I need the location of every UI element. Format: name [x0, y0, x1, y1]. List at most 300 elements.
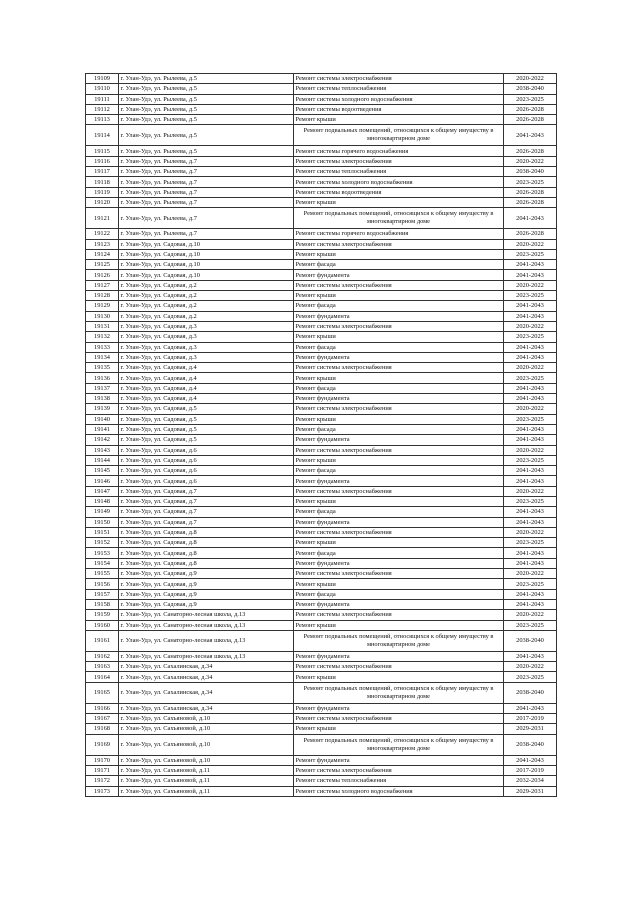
address-cell: г. Улан-Удэ, ул. Садовая, д.5 [119, 404, 294, 414]
work-type-cell: Ремонт крыши [294, 249, 504, 259]
address-cell: г. Улан-Удэ, ул. Садовая, д.8 [119, 548, 294, 558]
address-cell: г. Улан-Удэ, ул. Рылеева, д.7 [119, 197, 294, 207]
work-type-cell: Ремонт крыши [294, 496, 504, 506]
work-type-cell: Ремонт крыши [294, 579, 504, 589]
period-cell: 2041-2043 [504, 435, 557, 445]
row-id-cell: 19118 [86, 177, 119, 187]
work-type-cell: Ремонт крыши [294, 455, 504, 465]
row-id-cell: 19173 [86, 786, 119, 796]
table-row [86, 486, 557, 496]
row-id-cell: 19154 [86, 558, 119, 568]
address-cell: г. Улан-Удэ, ул. Сахалинская, д.34 [119, 682, 294, 703]
row-id-cell: 19172 [86, 776, 119, 786]
period-cell: 2041-2043 [504, 703, 557, 713]
work-type-cell: Ремонт фундамента [294, 755, 504, 765]
address-cell: г. Улан-Удэ, ул. Садовая, д.4 [119, 394, 294, 404]
work-type-cell: Ремонт системы холодного водоснабжения [294, 786, 504, 796]
row-id-cell: 19171 [86, 765, 119, 775]
work-type-cell: Ремонт фундамента [294, 517, 504, 527]
address-cell: г. Улан-Удэ, ул. Рылеева, д.5 [119, 74, 294, 84]
address-cell: г. Улан-Удэ, ул. Сахалинская, д.34 [119, 662, 294, 672]
address-cell: г. Улан-Удэ, ул. Рылеева, д.5 [119, 115, 294, 125]
address-cell: г. Улан-Удэ, ул. Садовая, д.6 [119, 445, 294, 455]
period-cell: 2041-2043 [504, 548, 557, 558]
table-row [86, 84, 557, 94]
period-cell: 2038-2040 [504, 630, 557, 651]
row-id-cell: 19161 [86, 630, 119, 651]
address-cell: г. Улан-Удэ, ул. Садовая, д.10 [119, 270, 294, 280]
row-id-cell: 19130 [86, 311, 119, 321]
period-cell: 2023-2025 [504, 496, 557, 506]
address-cell: г. Улан-Удэ, ул. Садовая, д.7 [119, 517, 294, 527]
table-row [86, 187, 557, 197]
period-cell: 2020-2022 [504, 610, 557, 620]
period-cell: 2020-2022 [504, 74, 557, 84]
table-row [86, 208, 557, 229]
period-cell: 2026-2028 [504, 197, 557, 207]
table-row [86, 455, 557, 465]
period-cell: 2041-2043 [504, 260, 557, 270]
period-cell: 2023-2025 [504, 177, 557, 187]
address-cell: г. Улан-Удэ, ул. Садовая, д.5 [119, 414, 294, 424]
table-row [86, 620, 557, 630]
address-cell: г. Улан-Удэ, ул. Сахалинская, д.34 [119, 672, 294, 682]
table-row [86, 414, 557, 424]
address-cell: г. Улан-Удэ, ул. Садовая, д.8 [119, 527, 294, 537]
period-cell: 2041-2043 [504, 476, 557, 486]
table-row [86, 394, 557, 404]
row-id-cell: 19129 [86, 301, 119, 311]
work-type-cell: Ремонт фундамента [294, 558, 504, 568]
row-id-cell: 19166 [86, 703, 119, 713]
work-type-cell: Ремонт фасада [294, 260, 504, 270]
address-cell: г. Улан-Удэ, ул. Садовая, д.2 [119, 280, 294, 290]
row-id-cell: 19117 [86, 167, 119, 177]
row-id-cell: 19149 [86, 507, 119, 517]
table-row [86, 714, 557, 724]
work-type-cell: Ремонт крыши [294, 724, 504, 734]
table-row [86, 229, 557, 239]
work-type-cell: Ремонт фундамента [294, 352, 504, 362]
row-id-cell: 19160 [86, 620, 119, 630]
table-row [86, 579, 557, 589]
row-id-cell: 19169 [86, 734, 119, 755]
work-type-cell: Ремонт подвальных помещений, относящихся к общему имуществу в многоквартирном доме [294, 682, 504, 703]
work-type-cell: Ремонт системы электроснабжения [294, 363, 504, 373]
work-type-cell: Ремонт системы электроснабжения [294, 765, 504, 775]
work-type-cell: Ремонт фундамента [294, 703, 504, 713]
table-row [86, 373, 557, 383]
table-row [86, 146, 557, 156]
row-id-cell: 19115 [86, 146, 119, 156]
work-type-cell: Ремонт фасада [294, 383, 504, 393]
work-type-cell: Ремонт фасада [294, 301, 504, 311]
period-cell: 2041-2043 [504, 208, 557, 229]
period-cell: 2023-2025 [504, 672, 557, 682]
row-id-cell: 19139 [86, 404, 119, 414]
work-type-cell: Ремонт фасада [294, 424, 504, 434]
table-row [86, 724, 557, 734]
row-id-cell: 19135 [86, 363, 119, 373]
period-cell: 2041-2043 [504, 589, 557, 599]
period-cell: 2023-2025 [504, 291, 557, 301]
table-row [86, 517, 557, 527]
row-id-cell: 19143 [86, 445, 119, 455]
table-row [86, 424, 557, 434]
address-cell: г. Улан-Удэ, ул. Садовая, д.9 [119, 569, 294, 579]
work-type-cell: Ремонт фасада [294, 342, 504, 352]
row-id-cell: 19152 [86, 538, 119, 548]
period-cell: 2041-2043 [504, 755, 557, 765]
row-id-cell: 19109 [86, 74, 119, 84]
period-cell: 2023-2025 [504, 94, 557, 104]
table-row [86, 662, 557, 672]
table-row [86, 301, 557, 311]
work-type-cell: Ремонт крыши [294, 538, 504, 548]
table-row [86, 115, 557, 125]
work-type-cell: Ремонт фундамента [294, 599, 504, 609]
address-cell: г. Улан-Удэ, ул. Садовая, д.6 [119, 466, 294, 476]
row-id-cell: 19159 [86, 610, 119, 620]
work-type-cell: Ремонт крыши [294, 115, 504, 125]
table-row [86, 589, 557, 599]
row-id-cell: 19148 [86, 496, 119, 506]
work-type-cell: Ремонт системы теплоснабжения [294, 84, 504, 94]
period-cell: 2041-2043 [504, 424, 557, 434]
address-cell: г. Улан-Удэ, ул. Садовая, д.8 [119, 558, 294, 568]
table-row [86, 755, 557, 765]
row-id-cell: 19140 [86, 414, 119, 424]
period-cell: 2041-2043 [504, 125, 557, 146]
row-id-cell: 19126 [86, 270, 119, 280]
period-cell: 2041-2043 [504, 517, 557, 527]
address-cell: г. Улан-Удэ, ул. Садовая, д.10 [119, 249, 294, 259]
address-cell: г. Улан-Удэ, ул. Рылеева, д.5 [119, 146, 294, 156]
address-cell: г. Улан-Удэ, ул. Садовая, д.5 [119, 424, 294, 434]
row-id-cell: 19131 [86, 321, 119, 331]
work-type-cell: Ремонт системы водоотведения [294, 187, 504, 197]
work-type-cell: Ремонт подвальных помещений, относящихся к общему имуществу в многоквартирном доме [294, 208, 504, 229]
address-cell: г. Улан-Удэ, ул. Садовая, д.8 [119, 538, 294, 548]
address-cell: г. Улан-Удэ, ул. Сахъяновой, д.11 [119, 776, 294, 786]
row-id-cell: 19128 [86, 291, 119, 301]
work-type-cell: Ремонт фундамента [294, 394, 504, 404]
row-id-cell: 19170 [86, 755, 119, 765]
table-row [86, 786, 557, 796]
row-id-cell: 19123 [86, 239, 119, 249]
table-row [86, 435, 557, 445]
work-type-cell: Ремонт крыши [294, 332, 504, 342]
table-row [86, 703, 557, 713]
address-cell: г. Улан-Удэ, ул. Садовая, д.9 [119, 579, 294, 589]
work-type-cell: Ремонт системы электроснабжения [294, 662, 504, 672]
table-row [86, 538, 557, 548]
period-cell: 2041-2043 [504, 301, 557, 311]
address-cell: г. Улан-Удэ, ул. Садовая, д.3 [119, 342, 294, 352]
work-type-cell: Ремонт фасада [294, 589, 504, 599]
period-cell: 2041-2043 [504, 311, 557, 321]
table-row [86, 610, 557, 620]
period-cell: 2041-2043 [504, 651, 557, 661]
work-type-cell: Ремонт подвальных помещений, относящихся к общему имуществу в многоквартирном доме [294, 734, 504, 755]
period-cell: 2029-2031 [504, 786, 557, 796]
table-row [86, 599, 557, 609]
table-row [86, 332, 557, 342]
period-cell: 2041-2043 [504, 599, 557, 609]
row-id-cell: 19153 [86, 548, 119, 558]
row-id-cell: 19165 [86, 682, 119, 703]
period-cell: 2017-2019 [504, 765, 557, 775]
row-id-cell: 19145 [86, 466, 119, 476]
row-id-cell: 19132 [86, 332, 119, 342]
period-cell: 2017-2019 [504, 714, 557, 724]
period-cell: 2020-2022 [504, 321, 557, 331]
period-cell: 2020-2022 [504, 156, 557, 166]
work-type-cell: Ремонт системы водоотведения [294, 104, 504, 114]
address-cell: г. Улан-Удэ, ул. Сахъяновой, д.11 [119, 765, 294, 775]
table-row [86, 311, 557, 321]
row-id-cell: 19122 [86, 229, 119, 239]
address-cell: г. Улан-Удэ, ул. Садовая, д.2 [119, 311, 294, 321]
row-id-cell: 19156 [86, 579, 119, 589]
period-cell: 2026-2028 [504, 229, 557, 239]
table-row [86, 776, 557, 786]
address-cell: г. Улан-Удэ, ул. Садовая, д.3 [119, 332, 294, 342]
period-cell: 2038-2040 [504, 167, 557, 177]
work-type-cell: Ремонт системы электроснабжения [294, 156, 504, 166]
work-type-cell: Ремонт крыши [294, 620, 504, 630]
table-row [86, 321, 557, 331]
address-cell: г. Улан-Удэ, ул. Садовая, д.5 [119, 435, 294, 445]
row-id-cell: 19167 [86, 714, 119, 724]
row-id-cell: 19147 [86, 486, 119, 496]
address-cell: г. Улан-Удэ, ул. Рылеева, д.7 [119, 156, 294, 166]
table-row [86, 476, 557, 486]
row-id-cell: 19162 [86, 651, 119, 661]
address-cell: г. Улан-Удэ, ул. Садовая, д.6 [119, 476, 294, 486]
work-type-cell: Ремонт системы электроснабжения [294, 404, 504, 414]
address-cell: г. Улан-Удэ, ул. Рылеева, д.5 [119, 94, 294, 104]
row-id-cell: 19158 [86, 599, 119, 609]
address-cell: г. Улан-Удэ, ул. Рылеева, д.7 [119, 167, 294, 177]
period-cell: 2023-2025 [504, 538, 557, 548]
work-type-cell: Ремонт системы электроснабжения [294, 280, 504, 290]
row-id-cell: 19137 [86, 383, 119, 393]
work-type-cell: Ремонт крыши [294, 414, 504, 424]
address-cell: г. Улан-Удэ, ул. Сахъяновой, д.10 [119, 714, 294, 724]
work-type-cell: Ремонт системы электроснабжения [294, 445, 504, 455]
table-row [86, 404, 557, 414]
address-cell: г. Улан-Удэ, ул. Садовая, д.4 [119, 383, 294, 393]
address-cell: г. Улан-Удэ, ул. Садовая, д.2 [119, 291, 294, 301]
table-row [86, 672, 557, 682]
work-type-cell: Ремонт крыши [294, 672, 504, 682]
period-cell: 2020-2022 [504, 239, 557, 249]
row-id-cell: 19124 [86, 249, 119, 259]
work-type-cell: Ремонт системы холодного водоснабжения [294, 177, 504, 187]
address-cell: г. Улан-Удэ, ул. Рылеева, д.7 [119, 177, 294, 187]
work-type-cell: Ремонт системы электроснабжения [294, 239, 504, 249]
work-type-cell: Ремонт крыши [294, 291, 504, 301]
period-cell: 2026-2028 [504, 187, 557, 197]
work-type-cell: Ремонт крыши [294, 197, 504, 207]
row-id-cell: 19163 [86, 662, 119, 672]
period-cell: 2020-2022 [504, 569, 557, 579]
work-type-cell: Ремонт системы горячего водоснабжения [294, 229, 504, 239]
address-cell: г. Улан-Удэ, ул. Садовая, д.6 [119, 455, 294, 465]
row-id-cell: 19121 [86, 208, 119, 229]
table-row [86, 167, 557, 177]
table-row [86, 197, 557, 207]
table-row [86, 496, 557, 506]
period-cell: 2023-2025 [504, 620, 557, 630]
work-type-cell: Ремонт фасада [294, 507, 504, 517]
period-cell: 2023-2025 [504, 414, 557, 424]
row-id-cell: 19114 [86, 125, 119, 146]
period-cell: 2041-2043 [504, 507, 557, 517]
table-row [86, 558, 557, 568]
table-row [86, 177, 557, 187]
address-cell: г. Улан-Удэ, ул. Садовая, д.9 [119, 599, 294, 609]
address-cell: г. Улан-Удэ, ул. Сахъяновой, д.10 [119, 734, 294, 755]
table-row [86, 260, 557, 270]
table-row [86, 765, 557, 775]
table-row [86, 249, 557, 259]
table-row [86, 74, 557, 84]
address-cell: г. Улан-Удэ, ул. Рылеева, д.7 [119, 187, 294, 197]
row-id-cell: 19113 [86, 115, 119, 125]
work-type-cell: Ремонт фундамента [294, 270, 504, 280]
table-row [86, 239, 557, 249]
table-row [86, 383, 557, 393]
table-row [86, 527, 557, 537]
row-id-cell: 19127 [86, 280, 119, 290]
table-row [86, 104, 557, 114]
row-id-cell: 19119 [86, 187, 119, 197]
period-cell: 2038-2040 [504, 682, 557, 703]
row-id-cell: 19138 [86, 394, 119, 404]
period-cell: 2023-2025 [504, 455, 557, 465]
table-row [86, 651, 557, 661]
period-cell: 2020-2022 [504, 527, 557, 537]
work-type-cell: Ремонт системы электроснабжения [294, 569, 504, 579]
work-type-cell: Ремонт подвальных помещений, относящихся к общему имуществу в многоквартирном доме [294, 125, 504, 146]
address-cell: г. Улан-Удэ, ул. Садовая, д.7 [119, 496, 294, 506]
address-cell: г. Улан-Удэ, ул. Сахалинская, д.34 [119, 703, 294, 713]
period-cell: 2020-2022 [504, 445, 557, 455]
work-type-cell: Ремонт фундамента [294, 435, 504, 445]
period-cell: 2026-2028 [504, 104, 557, 114]
table-row [86, 548, 557, 558]
address-cell: г. Улан-Удэ, ул. Садовая, д.3 [119, 321, 294, 331]
table-row [86, 125, 557, 146]
table-row [86, 342, 557, 352]
table-row [86, 569, 557, 579]
period-cell: 2032-2034 [504, 776, 557, 786]
row-id-cell: 19116 [86, 156, 119, 166]
period-cell: 2026-2028 [504, 146, 557, 156]
work-type-cell: Ремонт фундамента [294, 476, 504, 486]
period-cell: 2020-2022 [504, 486, 557, 496]
table-row [86, 734, 557, 755]
address-cell: г. Улан-Удэ, ул. Рылеева, д.7 [119, 229, 294, 239]
work-type-cell: Ремонт фасада [294, 466, 504, 476]
period-cell: 2023-2025 [504, 579, 557, 589]
address-cell: г. Улан-Удэ, ул. Рылеева, д.5 [119, 84, 294, 94]
work-type-cell: Ремонт системы электроснабжения [294, 610, 504, 620]
address-cell: г. Улан-Удэ, ул. Рылеева, д.5 [119, 104, 294, 114]
table-body [86, 74, 557, 797]
period-cell: 2029-2031 [504, 724, 557, 734]
period-cell: 2041-2043 [504, 352, 557, 362]
table-row [86, 270, 557, 280]
period-cell: 2038-2040 [504, 84, 557, 94]
period-cell: 2041-2043 [504, 383, 557, 393]
row-id-cell: 19155 [86, 569, 119, 579]
table-row [86, 156, 557, 166]
row-id-cell: 19111 [86, 94, 119, 104]
work-type-cell: Ремонт фундамента [294, 311, 504, 321]
table-row [86, 466, 557, 476]
row-id-cell: 19144 [86, 455, 119, 465]
table-row [86, 630, 557, 651]
address-cell: г. Улан-Удэ, ул. Рылеева, д.7 [119, 208, 294, 229]
address-cell: г. Улан-Удэ, ул. Сахъяновой, д.10 [119, 724, 294, 734]
work-type-cell: Ремонт системы теплоснабжения [294, 776, 504, 786]
row-id-cell: 19120 [86, 197, 119, 207]
table-row [86, 682, 557, 703]
row-id-cell: 19110 [86, 84, 119, 94]
row-id-cell: 19151 [86, 527, 119, 537]
period-cell: 2020-2022 [504, 404, 557, 414]
period-cell: 2020-2022 [504, 363, 557, 373]
address-cell: г. Улан-Удэ, ул. Сахъяновой, д.10 [119, 755, 294, 765]
period-cell: 2023-2025 [504, 249, 557, 259]
address-cell: г. Улан-Удэ, ул. Рылеева, д.5 [119, 125, 294, 146]
work-type-cell: Ремонт фасада [294, 548, 504, 558]
row-id-cell: 19142 [86, 435, 119, 445]
work-type-cell: Ремонт системы горячего водоснабжения [294, 146, 504, 156]
table-row [86, 363, 557, 373]
address-cell: г. Улан-Удэ, ул. Садовая, д.7 [119, 486, 294, 496]
address-cell: г. Улан-Удэ, ул. Садовая, д.9 [119, 589, 294, 599]
row-id-cell: 19164 [86, 672, 119, 682]
table-row [86, 507, 557, 517]
row-id-cell: 19136 [86, 373, 119, 383]
work-type-cell: Ремонт системы электроснабжения [294, 714, 504, 724]
address-cell: г. Улан-Удэ, ул. Санаторно-лесная школа, д.13 [119, 620, 294, 630]
period-cell: 2038-2040 [504, 734, 557, 755]
period-cell: 2026-2028 [504, 115, 557, 125]
period-cell: 2041-2043 [504, 342, 557, 352]
period-cell: 2020-2022 [504, 662, 557, 672]
table-row [86, 280, 557, 290]
work-type-cell: Ремонт подвальных помещений, относящихся к общему имуществу в многоквартирном доме [294, 630, 504, 651]
period-cell: 2041-2043 [504, 270, 557, 280]
row-id-cell: 19125 [86, 260, 119, 270]
row-id-cell: 19133 [86, 342, 119, 352]
address-cell: г. Улан-Удэ, ул. Садовая, д.7 [119, 507, 294, 517]
period-cell: 2023-2025 [504, 332, 557, 342]
row-id-cell: 19168 [86, 724, 119, 734]
repair-schedule-table [85, 73, 557, 797]
row-id-cell: 19141 [86, 424, 119, 434]
address-cell: г. Улан-Удэ, ул. Садовая, д.4 [119, 373, 294, 383]
address-cell: г. Улан-Удэ, ул. Санаторно-лесная школа, д.13 [119, 651, 294, 661]
row-id-cell: 19112 [86, 104, 119, 114]
period-cell: 2041-2043 [504, 394, 557, 404]
table-row [86, 291, 557, 301]
